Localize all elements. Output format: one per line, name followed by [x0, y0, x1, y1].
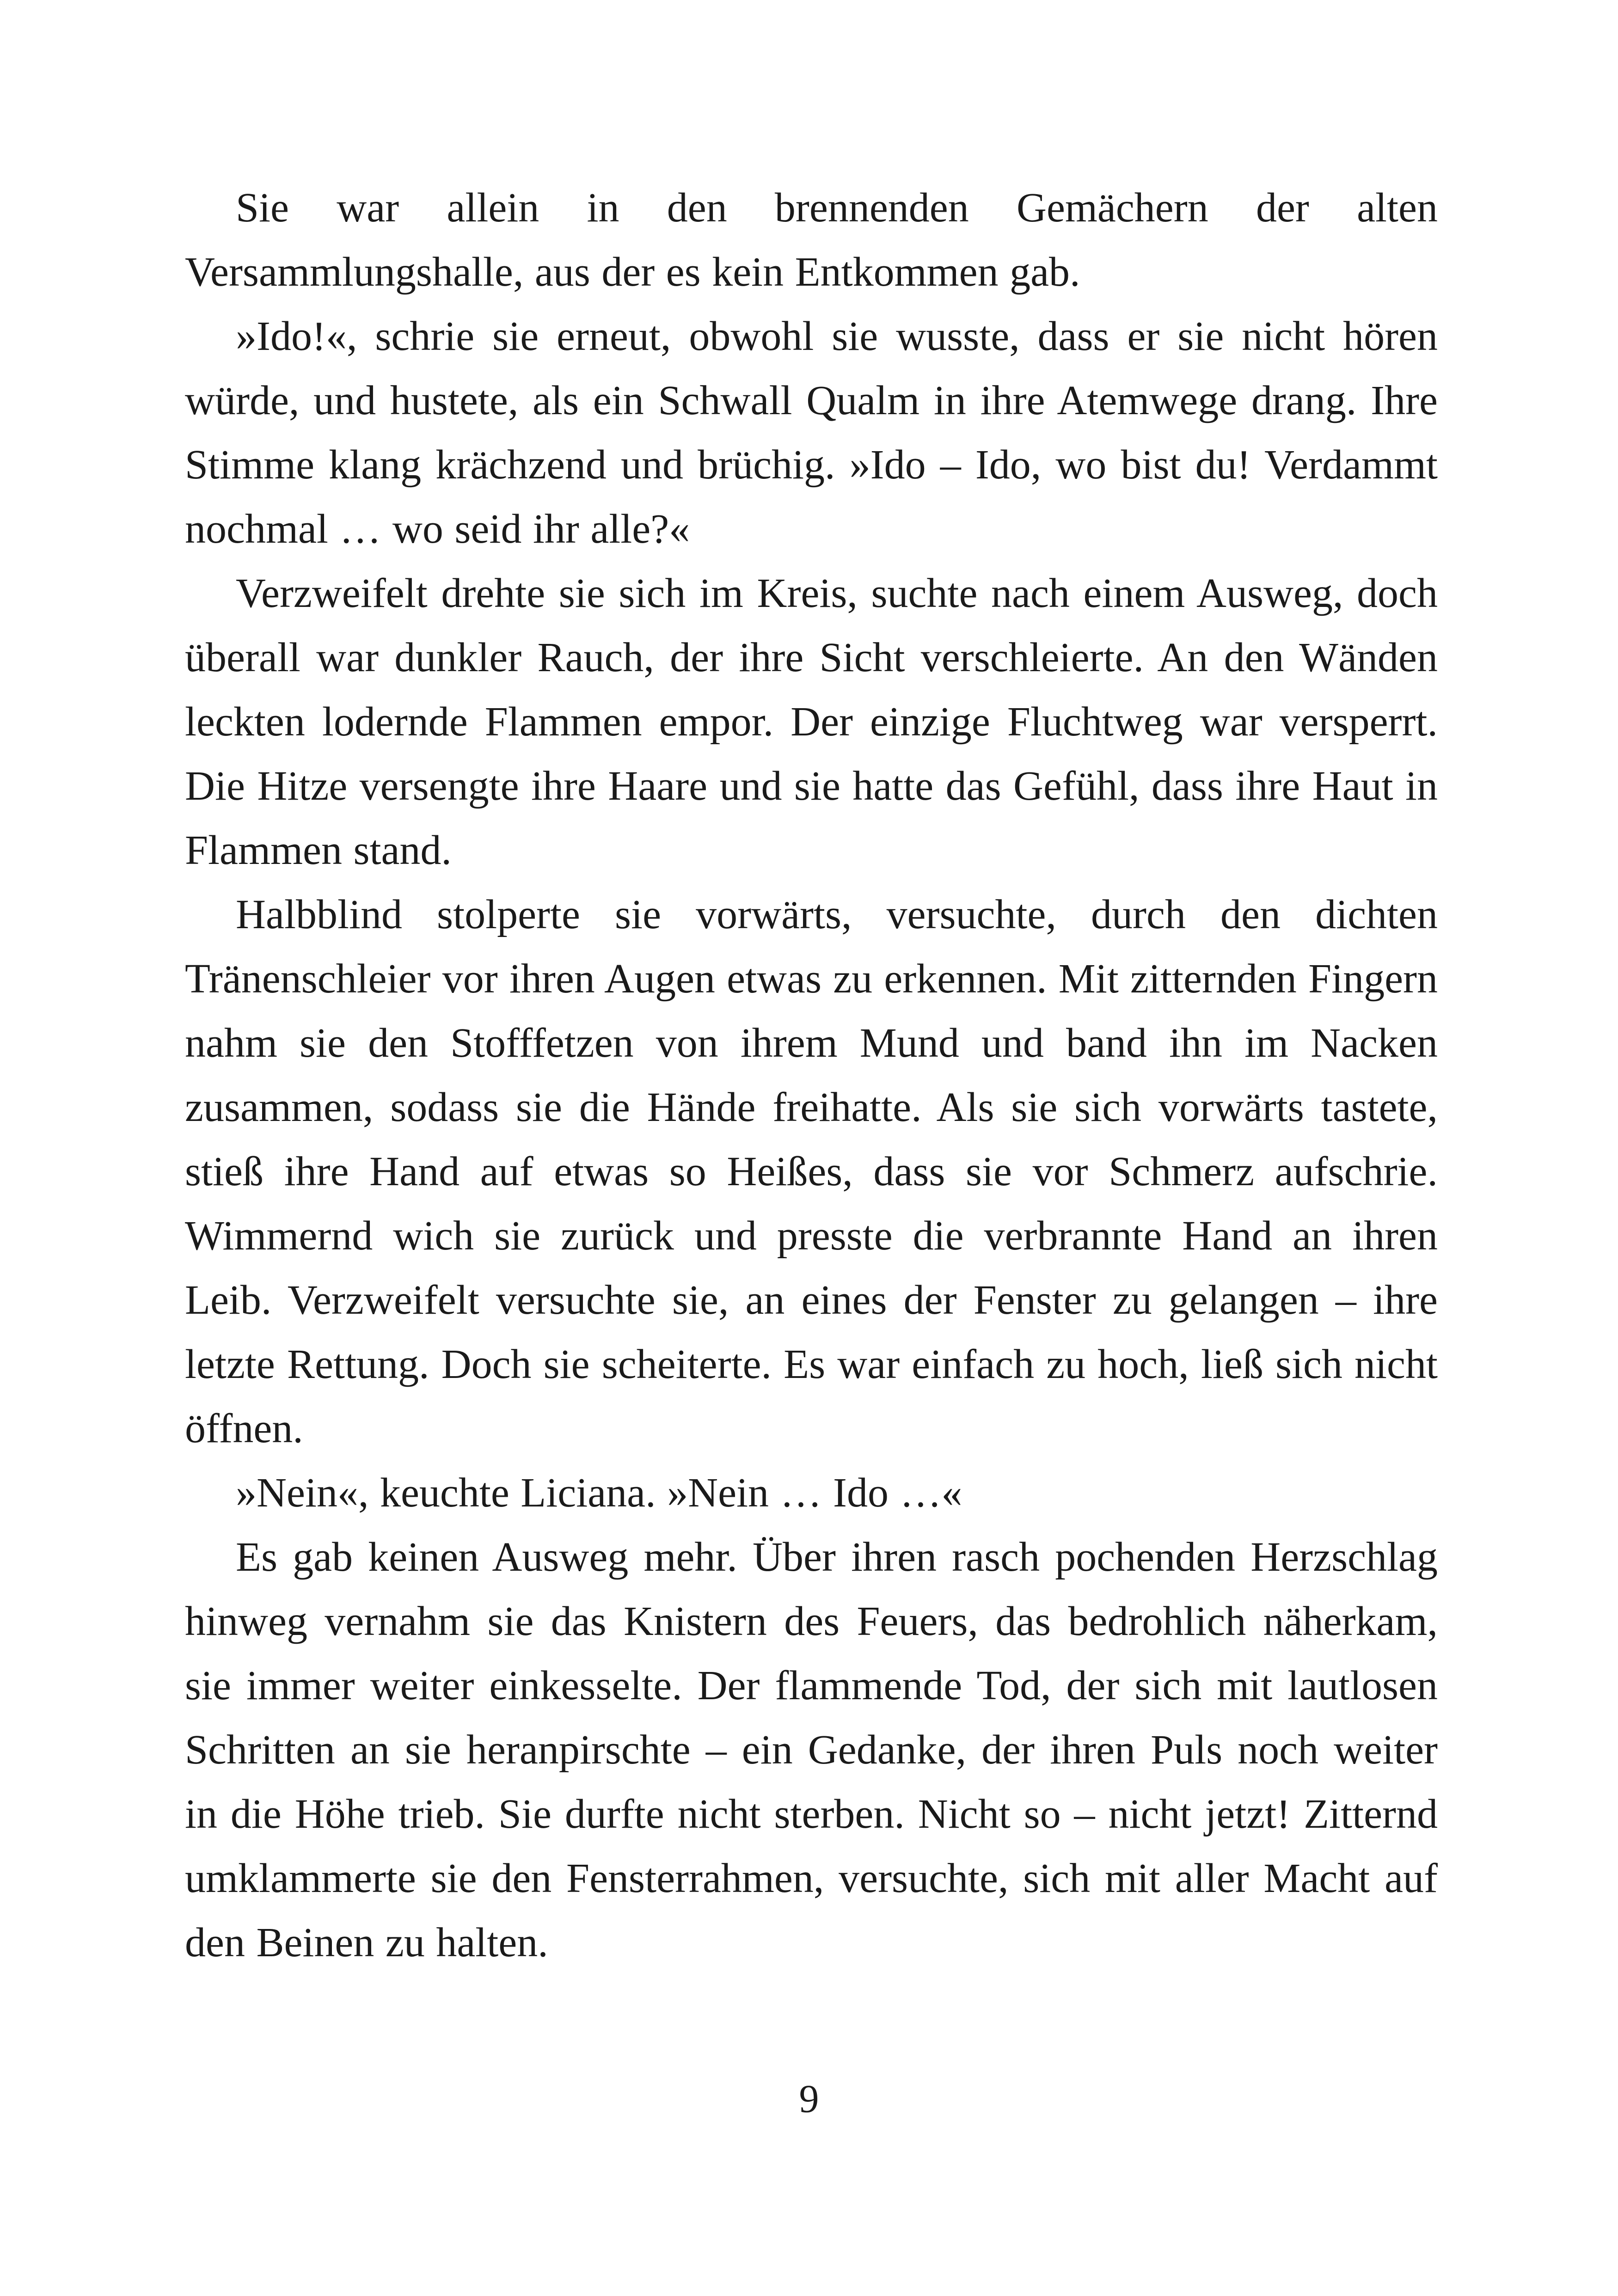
paragraph-3: Verzweifelt drehte sie sich im Kreis, suchte nach einem Ausweg, doch überall war dunkler Rauch, der ihre Sicht verschleierte. An den Wänden leckten lodernde Flammen empor. Der einzige Fluchtweg war versperrt. Die Hitze versengte ihre Haare und sie hatte das Gefühl, dass ihre Haut in Flammen stand. — [185, 570, 1438, 873]
paragraph-4: Halbblind stolperte sie vorwärts, versuchte, durch den dichten Tränenschleier vor ihren Augen etwas zu erkennen. Mit zitternden Fingern nahm sie den Stofffetzen von ihrem Mund und band ihn im Nacken zusammen, sodass sie die Hände freihatte. Als sie sich vorwärts tastete, stieß ihre Hand auf etwas so Heißes, dass sie vor Schmerz aufschrie. Wimmernd wich sie zurück und presste die verbrannte Hand an ihren Leib. Verzweifelt versuchte sie, an eines der Fenster zu gelangen – ihre letzte Rettung. Doch sie scheiterte. Es war einfach zu hoch, ließ sich nicht öffnen. — [185, 892, 1438, 1451]
paragraph-6: Es gab keinen Ausweg mehr. Über ihren rasch pochenden Herzschlag hinweg vernahm sie das Knistern des Feuers, das bedrohlich näherkam, sie immer weiter einkesselte. Der flammende Tod, der sich mit lautlosen Schritten an sie heranpirschte – ein Gedanke, der ihren Puls noch weiter in die Höhe trieb. Sie durfte nicht sterben. Nicht so – nicht jetzt! Zitternd umklammerte sie den Fensterrahmen, versuchte, sich mit aller Macht auf den Beinen zu halten. — [185, 1534, 1438, 1965]
paragraph-2: »Ido!«, schrie sie erneut, obwohl sie wusste, dass er sie nicht hören würde, und hustete, als ein Schwall Qualm in ihre Atemwege drang. Ihre Stimme klang krächzend und brüchig. »Ido – Ido, wo bist du! Verdammt nochmal … wo seid ihr alle?« — [185, 313, 1438, 552]
paragraph-5: »Nein«, keuchte Liciana. »Nein … Ido …« — [236, 1470, 962, 1516]
page-number: 9 — [799, 2076, 819, 2121]
page-body — [185, 176, 1438, 1975]
paragraph-1: Sie war allein in den brennenden Gemächern der alten Versammlungshalle, aus der es kein Entkommen gab. — [185, 185, 1438, 295]
